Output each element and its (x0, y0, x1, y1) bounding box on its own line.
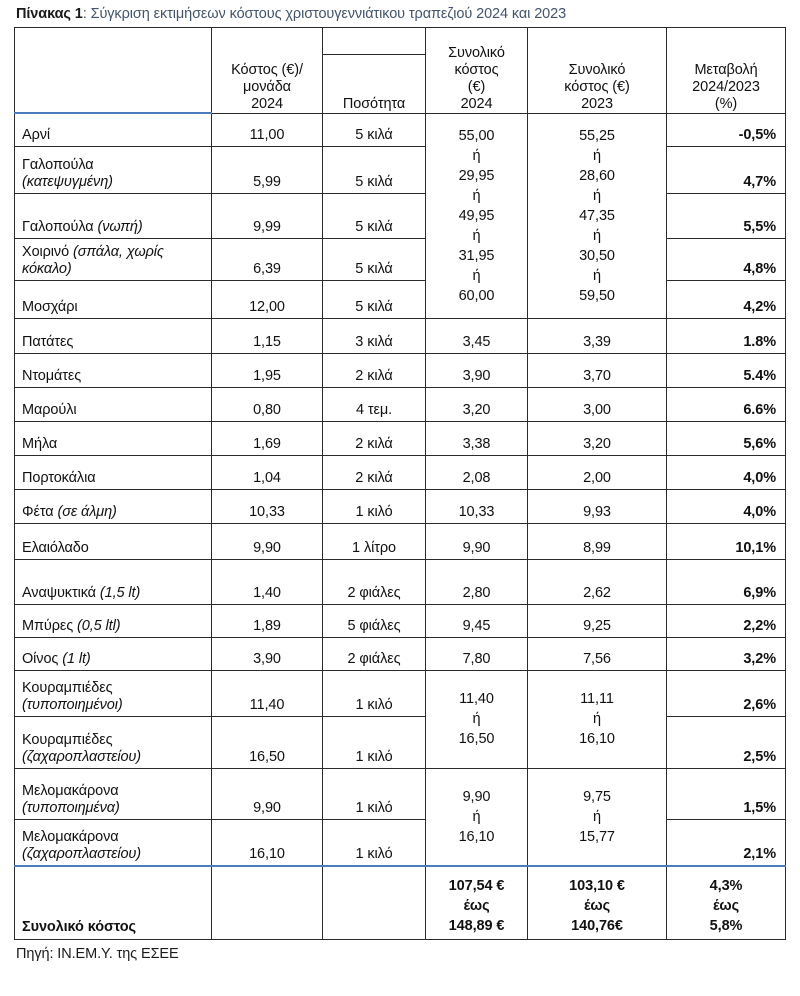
row-unit-cost: 1,40 (212, 559, 323, 604)
table-row (15, 604, 786, 637)
row-quantity: 3 κιλά (323, 318, 426, 353)
row-quantity: 1 κιλό (323, 489, 426, 523)
row-item-note: (1 lt) (62, 650, 91, 667)
row-total-2023: 2,00 (528, 455, 667, 489)
row-change: 3,2% (667, 637, 786, 670)
header-change-line3: (%) (714, 95, 738, 112)
row-item-name: Φέτα (22, 503, 58, 520)
header-change (667, 28, 786, 114)
row-quantity: 2 φιάλες (323, 559, 426, 604)
row-quantity: 5 κιλά (323, 280, 426, 318)
total-quantity-blank (323, 866, 426, 939)
row-item-name: Γαλοπούλα (22, 218, 98, 235)
table-row (15, 387, 786, 421)
row-item-note: (τυποποιημένοι) (22, 696, 123, 713)
row-item (15, 559, 212, 604)
row-change: 2,6% (667, 670, 786, 716)
row-quantity: 1 λίτρο (323, 523, 426, 559)
row-change: 2,2% (667, 604, 786, 637)
row-item-name: Πορτοκάλια (22, 469, 96, 486)
table-row (15, 455, 786, 489)
row-item-name: Κουραμπιέδες (22, 679, 113, 696)
row-quantity: 2 κιλά (323, 455, 426, 489)
row-unit-cost: 6,39 (212, 238, 323, 280)
table-row (15, 421, 786, 455)
row-item-name: Αναψυκτικά (22, 584, 100, 601)
header-total-2024-line1: Συνολικό (448, 44, 505, 61)
table-row (15, 559, 786, 604)
row-total-2023: 3,39 (528, 318, 667, 353)
total-2024: 107,54 € έως 148,89 € (426, 866, 528, 939)
row-item (15, 604, 212, 637)
row-total-2024: 3,90 (426, 353, 528, 387)
row-unit-cost: 5,99 (212, 146, 323, 193)
row-total-2024: 3,20 (426, 387, 528, 421)
row-change: 4,0% (667, 455, 786, 489)
table-row (15, 670, 786, 716)
row-unit-cost: 1,69 (212, 421, 323, 455)
header-total-2023 (528, 28, 667, 114)
merged-total-2023-meat: 55,25 ή 28,60 ή 47,35 ή 30,50 ή 59,50 (528, 113, 667, 318)
row-unit-cost: 16,50 (212, 716, 323, 768)
header-total-2023-line2: κόστος (€) (564, 78, 630, 95)
row-quantity: 1 κιλό (323, 768, 426, 819)
row-quantity: 2 κιλά (323, 353, 426, 387)
row-item-note: (κατεψυγμένη) (22, 173, 113, 190)
row-item (15, 146, 212, 193)
table-row (15, 768, 786, 819)
caption-separator: : (82, 6, 91, 22)
row-change: 4,2% (667, 280, 786, 318)
row-item (15, 353, 212, 387)
merged-total-2024-melomakarona: 9,90 ή 16,10 (426, 768, 528, 866)
row-item (15, 670, 212, 716)
row-total-2024: 3,45 (426, 318, 528, 353)
row-quantity: 1 κιλό (323, 716, 426, 768)
row-change: 1.8% (667, 318, 786, 353)
row-change: 2,1% (667, 819, 786, 866)
row-total-2024: 10,33 (426, 489, 528, 523)
row-item (15, 113, 212, 146)
row-quantity: 2 φιάλες (323, 637, 426, 670)
row-total-2023: 9,93 (528, 489, 667, 523)
table-header-row (15, 28, 786, 114)
row-total-2023: 3,20 (528, 421, 667, 455)
row-item (15, 280, 212, 318)
row-item-note: (1,5 lt) (99, 584, 141, 601)
row-item (15, 318, 212, 353)
merged-total-2024-meat: 55,00 ή 29,95 ή 49,95 ή 31,95 ή 60,00 (426, 113, 528, 318)
source-note: Πηγή: ΙΝ.ΕΜ.Υ. της ΕΣΕΕ (16, 945, 179, 962)
row-item-note: (ζαχαροπλαστείου) (22, 748, 142, 765)
row-quantity: 5 φιάλες (323, 604, 426, 637)
row-total-2024: 2,80 (426, 559, 528, 604)
caption-label: Πίνακας 1 (16, 6, 83, 22)
row-item (15, 523, 212, 559)
caption-text: Σύγκριση εκτιμήσεων κόστους χριστουγεννιάτικου τραπεζιού 2024 και 2023 (90, 6, 567, 22)
row-quantity: 4 τεμ. (323, 387, 426, 421)
table-row (15, 146, 786, 193)
row-item (15, 637, 212, 670)
row-total-2023: 8,99 (528, 523, 667, 559)
row-item-name: Οίνος (22, 650, 63, 667)
row-item-note: (σπάλα, χωρίς κόκαλο) (22, 243, 164, 277)
table-row (15, 353, 786, 387)
row-change: 10,1% (667, 523, 786, 559)
row-item-name: Μελομακάρονα (22, 782, 119, 799)
row-item-name: Μελομακάρονα (22, 829, 119, 845)
row-change: 4,8% (667, 238, 786, 280)
header-total-2023-line3: 2023 (581, 95, 613, 112)
row-total-2024: 9,90 (426, 523, 528, 559)
row-total-2023: 3,70 (528, 353, 667, 387)
row-item (15, 455, 212, 489)
row-unit-cost: 1,15 (212, 318, 323, 353)
row-item-name: Πατάτες (22, 333, 74, 350)
header-total-2024-line4: 2024 (460, 95, 493, 112)
row-change: 2,5% (667, 716, 786, 768)
row-change: 5,6% (667, 421, 786, 455)
table-row (15, 716, 786, 768)
row-quantity: 1 κιλό (323, 670, 426, 716)
row-total-2024: 7,80 (426, 637, 528, 670)
row-unit-cost: 16,10 (212, 819, 323, 866)
row-item-note: (σε άλμη) (57, 503, 117, 520)
header-unit-cost-line2: μονάδα (243, 78, 291, 95)
row-unit-cost: 1,95 (212, 353, 323, 387)
table-row (15, 819, 786, 866)
row-item-name: Ντομάτες (22, 367, 82, 384)
row-item-note: (0,5 ltl) (77, 617, 121, 634)
row-total-2023: 9,25 (528, 604, 667, 637)
header-change-line2: 2024/2023 (692, 78, 760, 95)
cost-comparison-table (14, 27, 786, 940)
row-unit-cost: 0,80 (212, 387, 323, 421)
row-total-2024: 3,38 (426, 421, 528, 455)
table-row (15, 637, 786, 670)
header-total-2024-line3: (€) (467, 78, 486, 95)
row-item-name: Χοιρινό (22, 243, 73, 260)
row-unit-cost: 9,90 (212, 768, 323, 819)
table-caption (16, 4, 786, 24)
row-item (15, 387, 212, 421)
row-unit-cost: 12,00 (212, 280, 323, 318)
table-row (15, 318, 786, 353)
row-total-2024: 2,08 (426, 455, 528, 489)
table-row (15, 489, 786, 523)
row-unit-cost: 9,90 (212, 523, 323, 559)
row-total-2023: 3,00 (528, 387, 667, 421)
row-quantity: 2 κιλά (323, 421, 426, 455)
row-change: 1,5% (667, 768, 786, 819)
row-item (15, 716, 212, 768)
row-quantity: 5 κιλά (323, 238, 426, 280)
row-item-name: Μπύρες (22, 617, 78, 634)
merged-total-2024-kourabiedes: 11,40 ή 16,50 (426, 670, 528, 768)
row-unit-cost: 11,00 (212, 113, 323, 146)
row-item (15, 768, 212, 819)
row-item-name: Μοσχάρι (22, 298, 78, 315)
row-change: 5.4% (667, 353, 786, 387)
row-item (15, 421, 212, 455)
header-quantity (323, 28, 426, 114)
row-item (15, 238, 212, 280)
merged-total-2023-kourabiedes: 11,11 ή 16,10 (528, 670, 667, 768)
row-unit-cost: 3,90 (212, 637, 323, 670)
header-unit-cost-line1: Κόστος (€)/ (231, 61, 303, 78)
row-quantity: 1 κιλό (323, 819, 426, 866)
table-row (15, 193, 786, 238)
row-item-name: Αρνί (22, 126, 50, 143)
row-item-note: (τυποποιημένα) (22, 799, 120, 816)
row-quantity: 5 κιλά (323, 113, 426, 146)
row-total-2023: 7,56 (528, 637, 667, 670)
row-unit-cost: 10,33 (212, 489, 323, 523)
total-unit-cost-blank (212, 866, 323, 939)
table-row (15, 113, 786, 146)
row-item-name: Ελαιόλαδο (22, 539, 89, 556)
row-unit-cost: 11,40 (212, 670, 323, 716)
row-item-name: Μήλα (22, 435, 58, 452)
table-row (15, 280, 786, 318)
header-change-line1: Μεταβολή (694, 61, 758, 78)
header-item (15, 28, 212, 114)
total-label: Συνολικό κόστος (15, 866, 212, 939)
row-item-note: (ζαχαροπλαστείου) (22, 846, 142, 862)
row-change: -0,5% (667, 113, 786, 146)
row-item-name: Μαρούλι (22, 401, 77, 418)
row-change: 6,9% (667, 559, 786, 604)
row-change: 5,5% (667, 193, 786, 238)
row-quantity: 5 κιλά (323, 146, 426, 193)
merged-total-2023-melomakarona: 9,75 ή 15,77 (528, 768, 667, 866)
header-total-2024-line2: κόστος (454, 61, 499, 78)
row-change: 6.6% (667, 387, 786, 421)
header-total-2023-line1: Συνολικό (568, 61, 626, 78)
row-item-name: Γαλοπούλα (22, 156, 94, 173)
total-change: 4,3% έως 5,8% (667, 866, 786, 939)
row-quantity: 5 κιλά (323, 193, 426, 238)
row-unit-cost: 9,99 (212, 193, 323, 238)
header-total-2024 (426, 28, 528, 114)
row-total-2024: 9,45 (426, 604, 528, 637)
table-row (15, 238, 786, 280)
row-item-note: (νωπή) (97, 218, 143, 235)
table-row (15, 523, 786, 559)
row-item (15, 489, 212, 523)
row-unit-cost: 1,89 (212, 604, 323, 637)
row-item (15, 193, 212, 238)
row-item-name: Κουραμπιέδες (22, 731, 113, 748)
row-unit-cost: 1,04 (212, 455, 323, 489)
table-total-row (15, 866, 786, 939)
header-unit-cost-line3: 2024 (251, 95, 283, 112)
row-change: 4,0% (667, 489, 786, 523)
total-2023: 103,10 € έως 140,76€ (528, 866, 667, 939)
row-change: 4,7% (667, 146, 786, 193)
row-total-2023: 2,62 (528, 559, 667, 604)
header-unit-cost (212, 28, 323, 114)
row-item (15, 819, 212, 866)
header-quantity-label: Ποσότητα (323, 54, 425, 113)
